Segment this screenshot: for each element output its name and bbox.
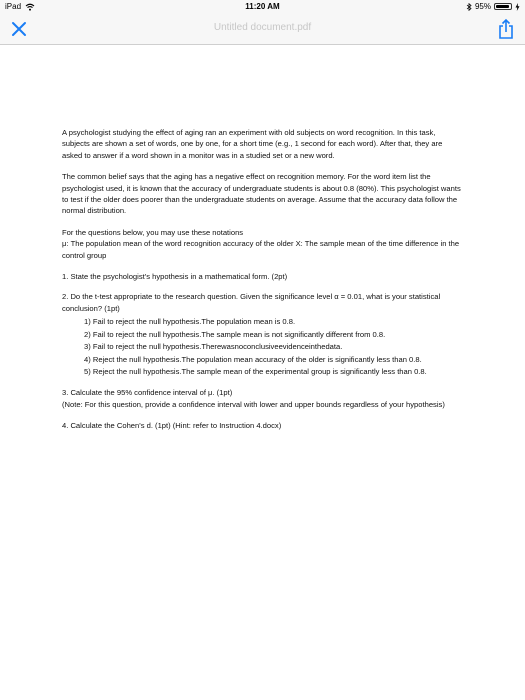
status-bar <box>0 0 525 14</box>
status-time: 11:20 AM <box>245 2 280 11</box>
share-button[interactable] <box>497 18 515 40</box>
battery-fill <box>496 5 509 8</box>
battery-percent: 95% <box>474 2 491 11</box>
document-title: Untitled document.pdf <box>213 22 312 33</box>
option-item: 1) Fail to reject the null hypothesis.The population mean is 0.8. <box>84 317 296 327</box>
document-content <box>62 127 462 442</box>
nav-bar <box>0 14 525 45</box>
question-3-note: (Note: For this question, provide a confidence interval with lower and upper bounds regardless of your hypothesis) <box>62 399 445 409</box>
option-item: 4) Reject the null hypothesis.The population mean accuracy of the older is significantly less than 0.8. <box>84 354 422 364</box>
intro-paragraph-2: The common belief says that the aging has a negative effect on recognition memory. For the word item list the psychologist used, it is known that the accuracy of undergraduate students is about 0.8 (80%). This psychologist wants to test if the older does poorer than the undergraduate students on average. Assume that the accuracy data follow the normal distribution. <box>62 172 461 216</box>
bluetooth-icon <box>466 3 472 11</box>
battery-icon <box>494 3 512 10</box>
status-right <box>466 2 520 11</box>
device-label: iPad <box>5 2 22 11</box>
question-2: 2. Do the t-test appropriate to the research question. Given the significance level α = 0.01, what is your statistical conclusion? (1pt) <box>62 292 441 313</box>
notation-intro: For the questions below, you may use these notations <box>62 227 244 237</box>
question-4: 4. Calculate the Cohen's d. (1pt) (Hint: refer to Instruction 4.docx) <box>62 421 282 431</box>
share-icon <box>497 18 515 40</box>
pdf-page[interactable] <box>0 45 525 700</box>
charging-icon <box>515 3 520 11</box>
option-item: 3) Fail to reject the null hypothesis.Therewasnoconclusiveevidenceinthedata. <box>84 342 343 352</box>
notation-line: μ: The population mean of the word recognition accuracy of the older X: The sample mean of the time difference in the control group <box>62 239 460 260</box>
intro-paragraph-1: A psychologist studying the effect of aging ran an experiment with old subjects on word recognition. In this task, subjects are shown a set of words, one by one, for a short time (e.g., 1 second for each word). After that, they are asked to answer if a word shown in a monitor was in a studied set or a new word. <box>62 128 443 160</box>
option-item: 2) Fail to reject the null hypothesis.The sample mean is not significantly different from 0.8. <box>84 329 386 339</box>
question-2-options <box>62 316 462 377</box>
question-3: 3. Calculate the 95% confidence interval of μ. (1pt) <box>62 388 233 398</box>
option-item: 5) Reject the null hypothesis.The sample mean of the experimental group is significantly less than 0.8. <box>84 366 427 376</box>
question-1: 1. State the psychologist's hypothesis in a mathematical form. (2pt) <box>62 272 288 282</box>
